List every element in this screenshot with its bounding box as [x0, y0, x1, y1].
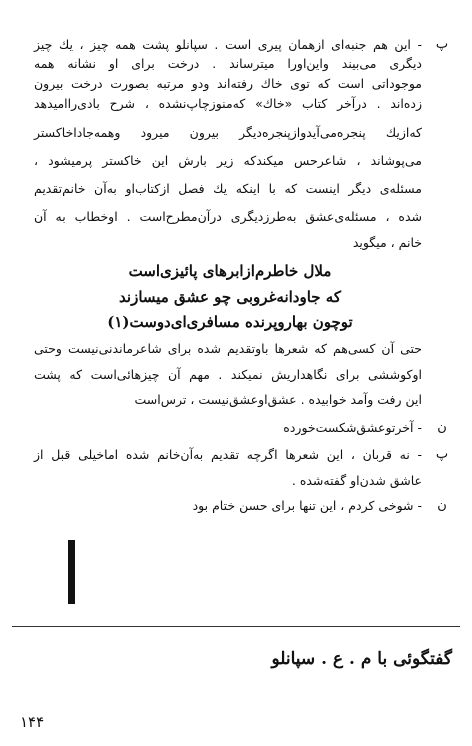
page-number: ۱۴۴ [20, 713, 45, 731]
speaker-marker: ن [437, 498, 447, 513]
chapter-title: گفتگوئی با م . ع . سپانلو [271, 649, 452, 669]
verse-line-1: ملال خاطرم‌ازابرهای پائیزی‌است [128, 262, 332, 280]
verse-line-3: توچون بهاروپرنده مسافری‌ای‌دوست(۱) [107, 313, 353, 331]
speaker-marker: ن [437, 420, 447, 435]
speaker-marker: پ [435, 447, 449, 462]
verse-line-2: که جاودانه‌غروبی چو عشق میسازند [119, 288, 341, 306]
speaker-marker: پ [435, 37, 449, 52]
section-separator-bar [68, 540, 75, 604]
horizontal-rule [12, 626, 460, 627]
book-page: پ - این هم جنبه‌ای ازهمان پیری است . سپانلو پشت همه چیز ، یك چیز دیگری می‌بیند واین‌اورا میترساند . درخت برای او نشانه همه موجوداتی است که توی خاك رفته‌اند ودو مرتبه بصورت درخت بیرون زده‌اند . درآخر کتاب «خاك» که‌منوزچاپ‌نشده ، شرح بادی‌راامیدهد که‌ازیك پنجره‌می‌آیدوازپنجره‌دیگر بیرون میرود وهمه‌جاداخاکستر می‌پوشاند ، شاعر‌حس میکند‌که زیر بارش این خاکستر پرمیشود ، مسئله‌ی دیگر اینست که با اینکه یك فصل ازکتاب‌او به‌آن خانم‌تقدیم شده ، مسئله‌ی‌عشق به‌طرزدیگری درآن‌مطرح‌است . اوخطاب به آن خانم ، میگوید ملال خاطرم‌ازابرهای پائیزی‌است که جاودانه‌غروبی چو عشق میسازند توچون بهاروپرنده مسافری‌ای‌دوست(۱) حتی آن کسی‌هم که شعرها باوتقدیم شده برای شاعرماندنی‌نیست وحتی اوکوششی برای نگاهداریش نمیکند . مهم آن چیزهائی‌است که پشت این رفت وآمد خوابیده . عشق‌اوعشق‌نیست ، ترس‌است ن - آخر‌توعشق‌شکست‌خورده پ - نه قربان ، این شعرها اگرچه تقدیم به‌آن‌خانم شده اماخیلی قبل از عاشق شدن‌او گفته‌شده . ن - شوخی کردم ، این تنها برای حسن ختام بود گفتگوئی با م . ع . سپانلو ۱۴۴ [0, 0, 472, 746]
